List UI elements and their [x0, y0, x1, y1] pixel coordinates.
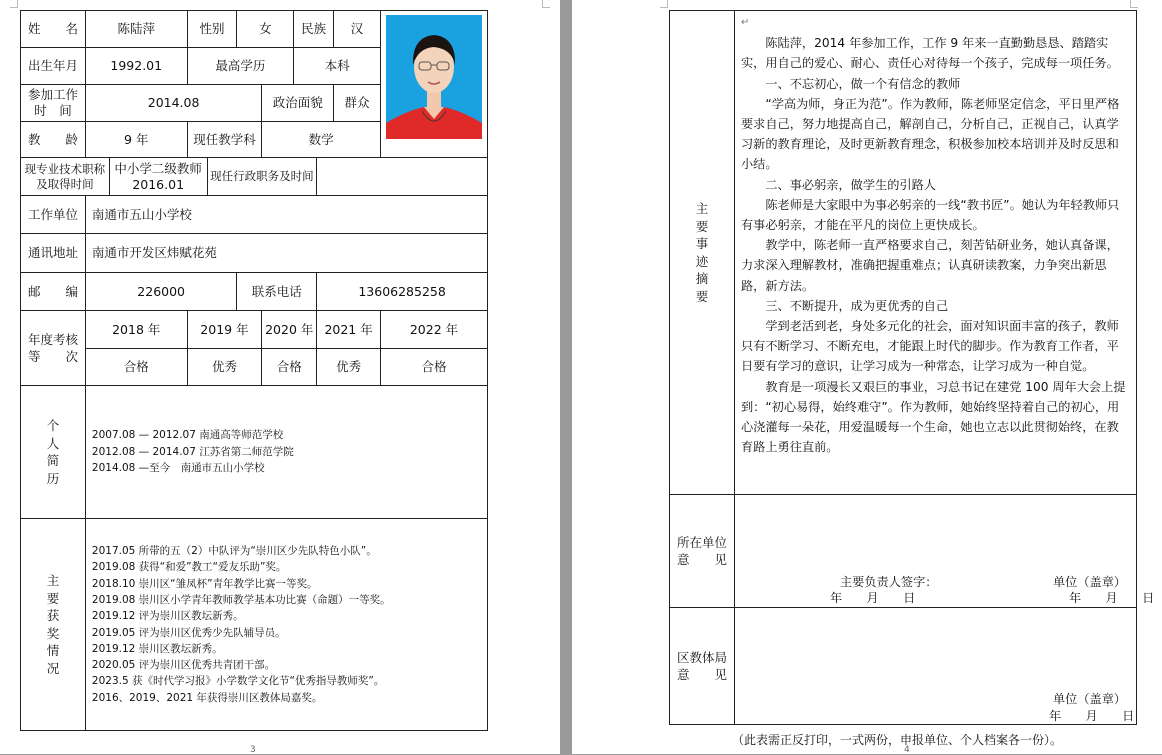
teach-years-value[interactable]: 9 年 — [85, 122, 187, 158]
political-label: 政治面貌 — [262, 85, 334, 122]
leader-sign-label: 主要负责人签字： — [839, 575, 938, 589]
deeds-heading: 三、不断提升，成为更优秀的自己 — [765, 298, 949, 313]
nation-label: 民族 — [294, 11, 334, 48]
grade-2019[interactable]: 优秀 — [187, 349, 262, 386]
page-right — [572, 0, 1162, 754]
award-item: 2019.08 崇川区小学青年教师教学基本功比赛（命题）一等奖。 — [91, 593, 391, 606]
name-label: 姓 名 — [21, 11, 86, 48]
edu-label: 最高学历 — [187, 48, 294, 85]
title-label: 现专业技术职称及取得时间 — [21, 158, 110, 196]
subject-value[interactable]: 数学 — [262, 122, 381, 158]
name-value[interactable]: 陈陆萍 — [85, 11, 187, 48]
deeds-paragraph: 教学中，陈老师一直严格要求自己，刻苦钻研业务，她认真备课，力求深入理解教材，准确把握重难点；认真研读教案，力争突出新思路，新方法。 — [740, 238, 1119, 293]
photo-cell — [380, 11, 487, 158]
birth-label: 出生年月 — [21, 48, 86, 85]
gender-label: 性别 — [187, 11, 237, 48]
page-number: 3 — [250, 745, 256, 755]
bureau-seal-label: 单位（盖章） — [1052, 692, 1127, 706]
deeds-text[interactable] — [734, 11, 1136, 495]
crop-mark — [10, 0, 18, 8]
grade-2018[interactable]: 合格 — [85, 349, 187, 386]
deeds-paragraph: 学到老活到老，身处多元化的社会，面对知识面丰富的孩子，教师只有不断学习、不断充电，才能跟上时代的脚步。作为教育工作者，平日要有学习的意识，让学习成为一种常态，让学习成为一种自觉。 — [740, 319, 1119, 374]
teach-years-label: 教 龄 — [21, 122, 86, 158]
unit-opinion-field[interactable] — [734, 495, 1155, 608]
unit-date-left: 年 月 日 — [829, 591, 916, 605]
zip-value[interactable]: 226000 — [85, 273, 237, 311]
page-left — [0, 0, 560, 754]
paragraph-mark: ↵ — [740, 17, 750, 28]
grade-2020[interactable]: 合格 — [262, 349, 317, 386]
admin-value[interactable] — [317, 158, 488, 196]
annual-label: 年度考核等 次 — [21, 311, 86, 386]
resume-list[interactable] — [85, 386, 487, 519]
year-2019: 2019 年 — [187, 311, 262, 349]
award-item: 2023.5 获《时代学习报》小学数学文化节“优秀指导教师奖”。 — [91, 675, 385, 688]
unit-seal-label: 单位（盖章） — [1052, 575, 1127, 589]
award-item: 2019.05 评为崇川区优秀少先队辅导员。 — [91, 626, 286, 639]
address-label: 通讯地址 — [21, 234, 86, 273]
phone-value[interactable]: 13606285258 — [317, 273, 488, 311]
award-item: 2019.12 崇川区教坛新秀。 — [91, 642, 223, 655]
deeds-paragraph: 教育是一项漫长又艰巨的事业，习总书记在建党 100 周年大会上提到：“初心易得，始终难守”。作为教师，她始终坚持着自己的初心，用心浇灌每一朵花，用爱温暖每一个生命，她也立志以此贯彻始终，在教育路上勇往直前。 — [740, 379, 1126, 455]
gender-value[interactable]: 女 — [237, 11, 294, 48]
birth-value[interactable]: 1992.01 — [85, 48, 187, 85]
page-number: 4 — [904, 745, 910, 755]
award-item: 2016、2019、2021 年获得崇川区教体局嘉奖。 — [91, 691, 323, 704]
resume-item: 2012.08 — 2014.07 江苏省第二师范学院 — [91, 445, 294, 458]
work-start-value[interactable]: 2014.08 — [85, 85, 261, 122]
nation-value[interactable]: 汉 — [334, 11, 381, 48]
portrait-photo — [386, 15, 482, 139]
unit-value[interactable]: 南通市五山小学校 — [85, 196, 487, 234]
award-item: 2019.08 获得“和爱”教工“爱友乐助”奖。 — [91, 561, 287, 574]
unit-opinion-label: 所在单位意 见 — [670, 495, 735, 608]
footer-note: （此表需正反打印，一式两份，申报单位、个人档案各一份）。 — [732, 733, 1063, 747]
year-2022: 2022 年 — [380, 311, 487, 349]
opinion-table — [669, 10, 1155, 725]
resume-label: 个人简历 — [21, 386, 86, 519]
deeds-heading: 一、不忘初心，做一个有信念的教师 — [765, 76, 961, 91]
bureau-opinion-field[interactable] — [734, 608, 1136, 725]
unit-label: 工作单位 — [21, 196, 86, 234]
award-item: 2020.05 评为崇川区优秀共青团干部。 — [91, 659, 276, 672]
zip-label: 邮 编 — [21, 273, 86, 311]
title-value: 中小学二级教师 — [114, 160, 202, 176]
crop-mark — [1130, 0, 1138, 8]
deeds-label: 主要事迹摘要 — [670, 11, 735, 495]
info-table — [20, 10, 488, 731]
bureau-date: 年 月 日 — [1048, 709, 1135, 723]
grade-2022[interactable]: 合格 — [380, 349, 487, 386]
award-item: 2019.12 评为崇川区教坛新秀。 — [91, 610, 244, 623]
resume-item: 2014.08 —至今 南通市五山小学校 — [91, 462, 265, 475]
grade-2021[interactable]: 优秀 — [317, 349, 381, 386]
title-value-cell[interactable] — [109, 158, 207, 196]
unit-date-right: 年 月 日 — [1068, 591, 1155, 605]
award-item: 2018.10 崇川区“雏凤杯”青年教学比赛一等奖。 — [91, 577, 318, 590]
admin-label: 现任行政职务及时间 — [207, 158, 317, 196]
deeds-paragraph: “学高为师，身正为范”。作为教师，陈老师坚定信念，平日里严格要求自己，努力地提高自己，解剖自己，分析自己，正视自己，认真学习新的教育理论，及时更新教育理念，积极参加校本培训并及时反思和小结。 — [740, 96, 1120, 172]
bureau-opinion-label: 区教体局意 见 — [670, 608, 735, 725]
deeds-paragraph: 陈老师是大家眼中为事必躬亲的一线“教书匠”。她认为年轻教师只有事必躬亲，才能在平凡的岗位上更快成长。 — [740, 197, 1120, 233]
crop-mark — [542, 0, 550, 8]
work-start-label: 参加工作时 间 — [21, 85, 86, 122]
awards-label: 主要获奖情况 — [21, 519, 86, 731]
deeds-heading: 二、事必躬亲，做学生的引路人 — [765, 177, 936, 192]
edu-value[interactable]: 本科 — [294, 48, 381, 85]
political-value[interactable]: 群众 — [334, 85, 381, 122]
title-date: 2016.01 — [132, 176, 185, 192]
deeds-paragraph: 陈陆萍，2014 年参加工作，工作 9 年来一直勤勤恳恳、踏踏实实，用自己的爱心、耐心、责任心对待每一个孩子，完成每一项任务。 — [740, 36, 1119, 71]
crop-mark — [660, 0, 668, 8]
phone-label: 联系电话 — [237, 273, 317, 311]
address-value[interactable]: 南通市开发区炜赋花苑 — [85, 234, 487, 273]
year-2021: 2021 年 — [317, 311, 381, 349]
award-item: 2017.05 所带的五（2）中队评为“崇川区少先队特色小队”。 — [91, 545, 377, 558]
resume-item: 2007.08 — 2012.07 南通高等师范学校 — [91, 428, 284, 441]
year-2018: 2018 年 — [85, 311, 187, 349]
year-2020: 2020 年 — [262, 311, 317, 349]
subject-label: 现任教学科 — [187, 122, 262, 158]
awards-list[interactable] — [85, 519, 487, 731]
